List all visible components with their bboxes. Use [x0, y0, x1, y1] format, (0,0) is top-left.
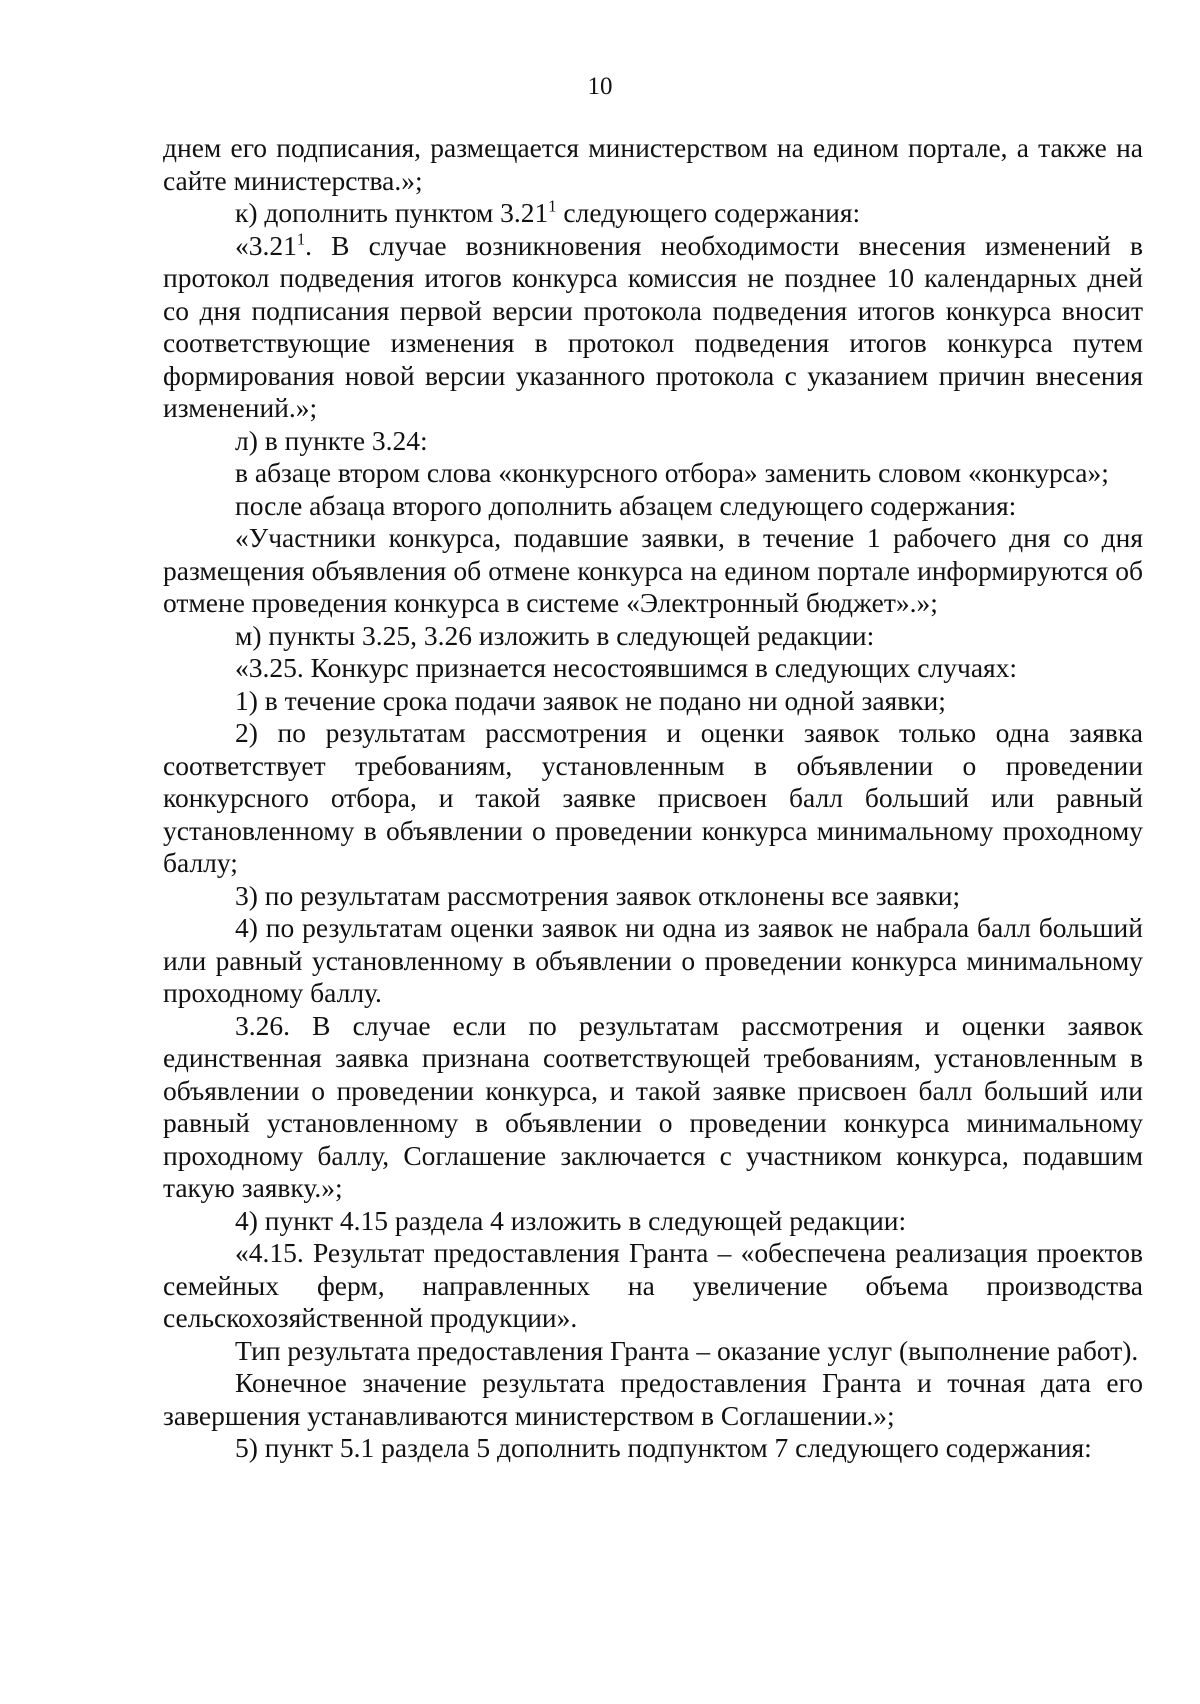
list-item-1: 1) в течение срока подачи заявок не подано ни одной заявки; [235, 684, 946, 716]
page-number: 10 [587, 73, 613, 100]
list-item-3: 3) по результатам рассмотрения заявок отклонены все заявки; [235, 879, 961, 911]
paragraph-k-text-end: следующего содержания: [556, 197, 861, 228]
paragraph-k-add-point [163, 197, 1143, 230]
paragraph-continuation: днем его подписания, размещается министерством на едином портале, а также на сайте министерства.»; [163, 132, 1143, 196]
superscript: 1 [296, 228, 306, 248]
paragraph-l-point-3-24: л) в пункте 3.24: [235, 424, 428, 456]
paragraph-4-point-4-15: 4) пункт 4.15 раздела 4 изложить в следующей редакции: [235, 1204, 907, 1236]
list-item-2: 2) по результатам рассмотрения и оценки заявок только одна заявка соответствует требованиям, установленным в объявлении о проведении конкурсного отбора, и такой заявке присвоен балл больший или равный установленному в объявлении о проведении конкурса минимальному проходному баллу; [163, 717, 1143, 878]
document-body [163, 132, 1143, 1465]
superscript: 1 [548, 196, 557, 216]
paragraph-point-3-25: «3.25. Конкурс признается несостоявшимся в следующих случаях: [235, 652, 1018, 683]
paragraph-final-value: Конечное значение результата предоставления Гранта и точная дата его завершения устанавливаются министерством в Соглашении.»; [163, 1367, 1143, 1431]
paragraph-point-3-26: 3.26. В случае если по результатам рассмотрения и оценки заявок единственная заявка признана соответствующей требованиям, установленным в объявлении о проведении конкурса, и такой заявке присвоен балл больший или равный установленному в объявлении о проведении конкурса минимальному проходному баллу, Соглашение заключается с участником конкурса, подавшим такую заявку.»; [163, 1009, 1143, 1203]
list-item-4: 4) по результатам оценки заявок ни одна из заявок не набрала балл больший или равный установленному в объявлении о проведении конкурса минимальному проходному баллу. [163, 912, 1143, 1008]
paragraph-participants: «Участники конкурса, подавшие заявки, в течение 1 рабочего дня со дня размещения объявления об отмене конкурса на едином портале информируются об отмене проведения конкурса в системе «Электронный бюджет».»; [163, 522, 1143, 618]
paragraph-second-abzac: в абзаце втором слова «конкурсного отбора» заменить словом «конкурса»; [235, 457, 1109, 488]
paragraph-m-points-3-25-3-26: м) пункты 3.25, 3.26 изложить в следующей редакции: [235, 619, 875, 651]
paragraph-3-21-1-text: . В случае возникновения необходимости внесения изменений в протокол подведения итогов конкурса комиссия не позднее 10 календарных дней со дня подписания первой версии протокола подведения итогов конкурса вносит соответствующие изменения в протокол подведения итогов конкурса путем формирования новой версии указанного протокола с указанием причин внесения изменений.»; [163, 229, 1143, 423]
paragraph-add-abzac: после абзаца второго дополнить абзацем следующего содержания: [235, 489, 1017, 521]
paragraph-point-3-21-1 [163, 230, 1143, 425]
paragraph-point-4-15: «4.15. Результат предоставления Гранта – «обеспечена реализация проектов семейных ферм, направленных на увеличение объема производства сельскохозяйственной продукции». [163, 1237, 1143, 1333]
paragraph-result-type: Тип результата предоставления Гранта – оказание услуг (выполнение работ). [235, 1334, 1139, 1366]
paragraph-k-text: к) дополнить пунктом 3.21 [235, 197, 549, 228]
paragraph-3-21-1-start: «3.21 [235, 229, 297, 261]
paragraph-5-point-5-1: 5) пункт 5.1 раздела 5 дополнить подпунктом 7 следующего содержания: [235, 1432, 1092, 1463]
